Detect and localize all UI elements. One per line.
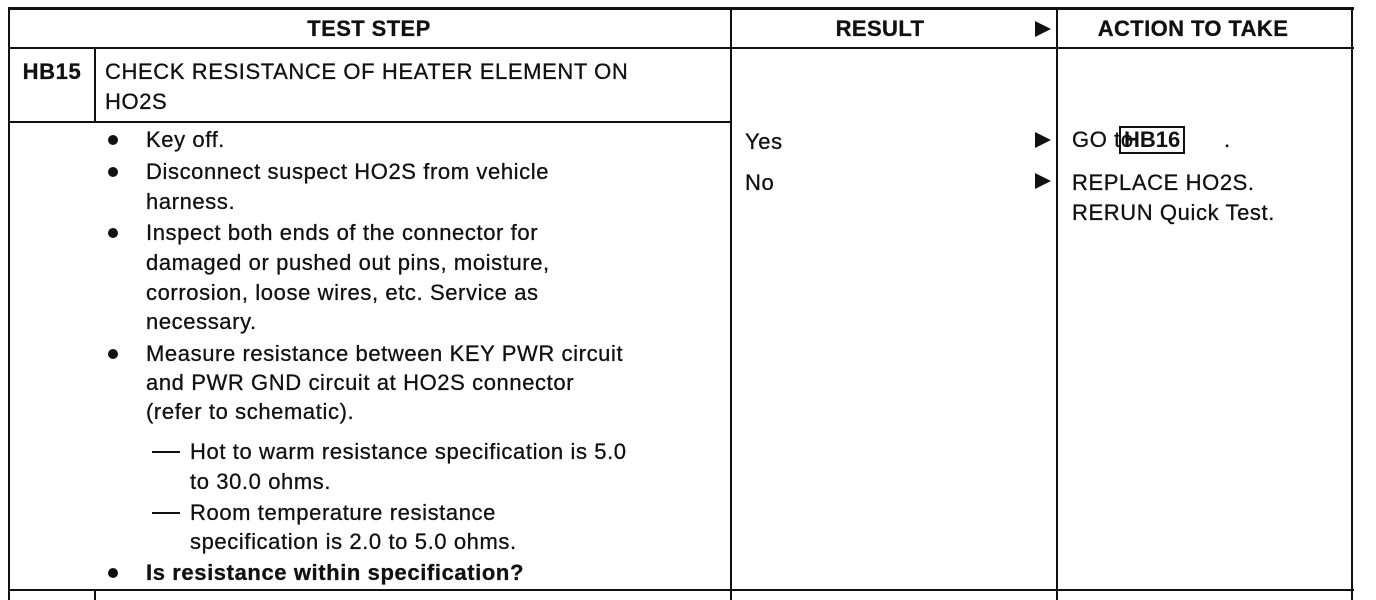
instruction-line: Measure resistance between KEY PWR circuit — [146, 341, 624, 366]
header-test-step: TEST STEP — [307, 16, 431, 41]
instruction-line: necessary. — [146, 309, 257, 334]
table-bottom-rule — [8, 589, 1354, 591]
result-yes: Yes — [745, 129, 783, 154]
step-id: HB15 — [22, 59, 82, 84]
instruction-line: Disconnect suspect HO2S from vehicle — [146, 159, 550, 184]
sub-item-line: Hot to warm resistance specification is 5.0 — [190, 439, 627, 464]
sub-item-line: to 30.0 ohms. — [190, 469, 332, 494]
header-arrow-icon — [1035, 21, 1051, 37]
header-bottom-rule — [8, 47, 1354, 49]
action-go-to-label: GO to — [1072, 127, 1134, 152]
instruction-line: harness. — [146, 189, 236, 214]
bullet-icon — [108, 228, 118, 238]
table-top-border — [8, 7, 1354, 10]
table-left-border — [8, 8, 10, 600]
dash-icon — [152, 512, 180, 514]
test-step-result-divider — [730, 8, 732, 600]
test-question: Is resistance within specification? — [146, 560, 524, 585]
step-title-line: HO2S — [105, 89, 168, 114]
action-line: RERUN Quick Test. — [1072, 200, 1275, 225]
dash-icon — [152, 451, 180, 453]
step-title-line: CHECK RESISTANCE OF HEATER ELEMENT ON — [105, 59, 629, 84]
instruction-line: Key off. — [146, 127, 225, 152]
header-result: RESULT — [835, 16, 925, 41]
step-id-divider-next-row — [94, 590, 96, 600]
instruction-line: Inspect both ends of the connector for — [146, 220, 539, 245]
instruction-line: damaged or pushed out pins, moisture, — [146, 250, 550, 275]
bullet-icon — [108, 167, 118, 177]
step-id-divider — [94, 48, 96, 122]
sub-item-line: Room temperature resistance — [190, 500, 496, 525]
result-no: No — [745, 170, 775, 195]
header-action-to-take: ACTION TO TAKE — [1097, 16, 1289, 41]
result-action-divider — [1056, 8, 1058, 600]
instruction-line: corrosion, loose wires, etc. Service as — [146, 280, 539, 305]
result-arrow-icon — [1035, 173, 1051, 189]
instruction-line: and PWR GND circuit at HO2S connector — [146, 370, 575, 395]
action-go-to-period: . — [1224, 127, 1231, 152]
bullet-icon — [108, 568, 118, 578]
result-arrow-icon — [1035, 132, 1051, 148]
action-line: REPLACE HO2S. — [1072, 170, 1255, 195]
sub-item-line: specification is 2.0 to 5.0 ohms. — [190, 529, 517, 554]
step-reference-hb16: HB16 — [1119, 126, 1185, 154]
bullet-icon — [108, 135, 118, 145]
title-bottom-rule — [8, 121, 732, 123]
table-right-border — [1351, 8, 1353, 600]
bullet-icon — [108, 349, 118, 359]
instruction-line: (refer to schematic). — [146, 399, 355, 424]
